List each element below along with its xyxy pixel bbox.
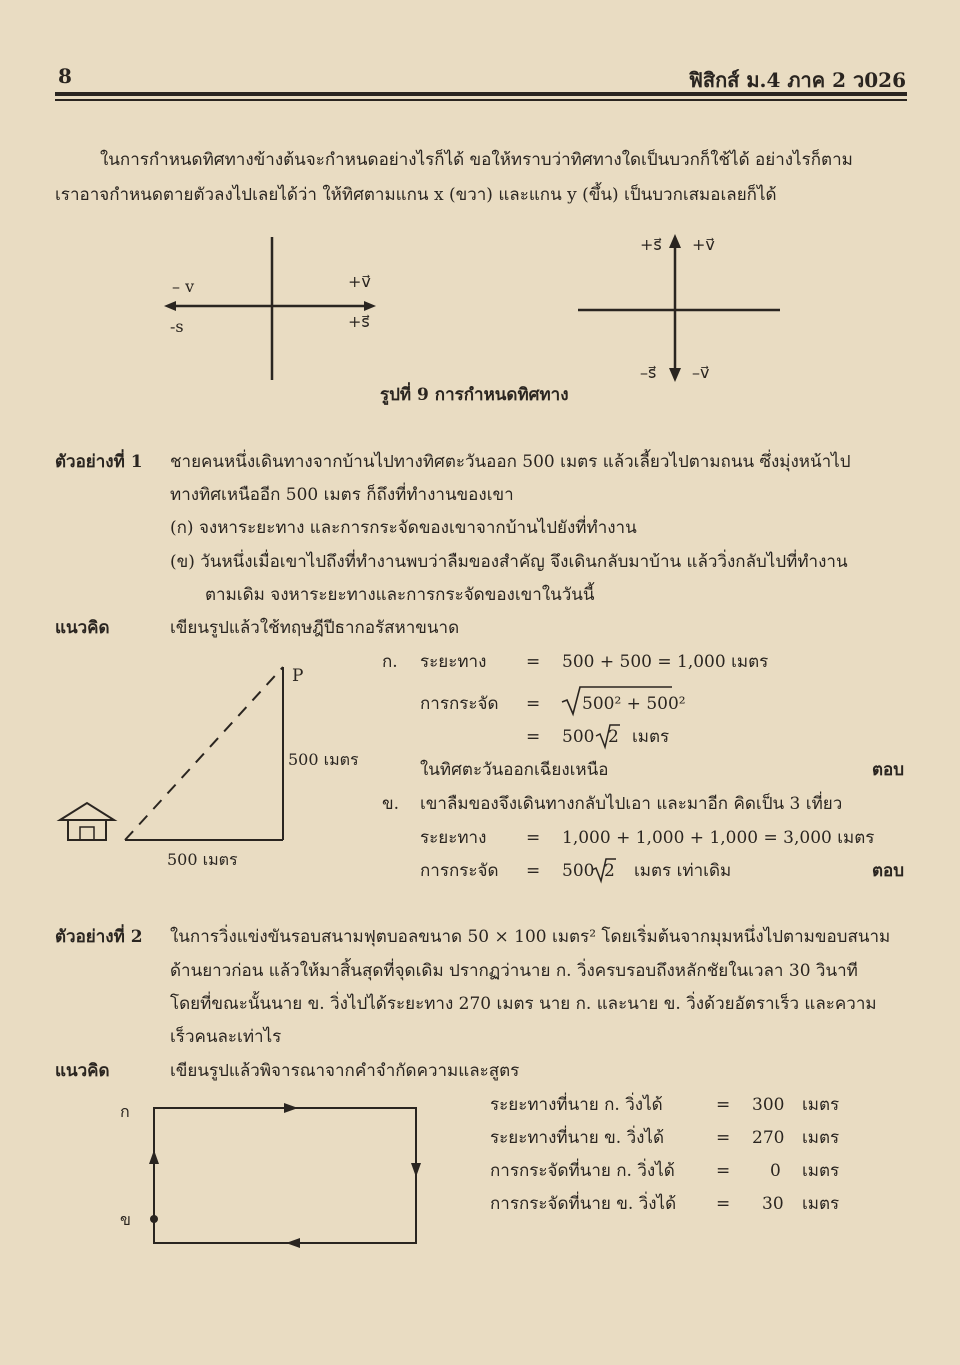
example1-line-1: ชายคนหนึ่งเดินทางจากบ้านไปทางทิศตะวันออก 500 เมตร แล้วเลี้ยวไปตามถนน ซึ่งมุ่งหน้าไป [170,452,851,472]
solution-b-marker: ข. [382,794,400,814]
example1-line-2: ทางทิศเหนืออีก 500 เมตร ก็ถึงที่ทำงานของเขา [170,485,514,505]
result-eq: = [716,1161,731,1181]
point-p-label: P [292,666,304,686]
b-displacement-tail: เมตร เท่าเดิม [634,861,732,881]
b-distance-value: 1,000 + 1,000 + 1,000 = 3,000 เมตร [562,828,875,848]
solution-a-marker: ก. [382,652,398,672]
figure9-right-axes [570,228,790,388]
intro-line-1: ในการกำหนดทิศทางข้างต้นจะกำหนดอย่างไรก็ได้ ขอให้ทราบว่าทิศทางใดเป็นบวกก็ใช้ได้ อย่างไรก็ตาม [100,150,853,170]
example1-part-b-1: (ข) วันหนึ่งเมื่อเขาไปถึงที่ทำงานพบว่าลืมของสำคัญ จึงเดินกลับมาบ้าน แล้ววิ่งกลับไปที่ทำงาน [170,552,848,572]
distance-value: 500 + 500 = 1,000 เมตร [562,652,769,672]
pos-s-label: +s⃗ [348,312,370,331]
example2-line-3: โดยที่ขณะนั้นนาย ข. วิ่งไปได้ระยะทาง 270 เมตร นาย ก. และนาย ข. วิ่งด้วยอัตราเร็ว และความ [170,994,877,1014]
result-value: 270 [752,1128,785,1148]
neg-s-label: -s [170,317,184,336]
result-label: การกระจัดที่นาย ข. วิ่งได้ [490,1194,677,1214]
displacement-unit: เมตร [632,727,670,747]
pos-v-label: +v⃗ [692,235,715,254]
header-rule [55,92,907,96]
point-ko-label: ก [120,1102,130,1121]
example2-approach-label: แนวคิด [55,1061,110,1081]
displacement-value-number: 500 [562,727,595,747]
result-value: 30 [762,1194,784,1214]
result-label: ระยะทางที่นาย ข. วิ่งได้ [490,1128,665,1148]
displacement-sqrt-expression: 500² + 500² [582,694,686,714]
pos-s-label: +s⃗ [640,235,662,254]
horizontal-length-label: 500 เมตร [167,850,238,869]
result-value: 300 [752,1095,785,1115]
solution-b-text: เขาลืมของจึงเดินทางกลับไปเอา และมาอีก คิดเป็น 3 เที่ยว [420,794,843,814]
answer-b: ตอบ [872,861,905,881]
vertical-length-label: 500 เมตร [288,750,359,769]
result-label: ระยะทางที่นาย ก. วิ่งได้ [490,1095,663,1115]
distance-label: ระยะทาง [420,652,487,672]
example2-line-4: เร็วคนละเท่าไร [170,1027,282,1047]
result-unit: เมตร [802,1194,840,1214]
figure9-caption: รูปที่ 9 การกำหนดทิศทาง [380,385,569,405]
equals-sign: = [526,652,541,672]
displacement-value-root: 2 [608,727,619,747]
result-label: การกระจัดที่นาย ก. วิ่งได้ [490,1161,675,1181]
equals-sign: = [526,828,541,848]
example1-part-b-2: ตามเดิม จงหาระยะทางและการกระจัดของเขาในวันนี้ [205,585,595,605]
equals-sign: = [526,861,541,881]
result-unit: เมตร [802,1161,840,1181]
example1-approach-text: เขียนรูปแล้วใช้ทฤษฎีปีธากอรัสหาขนาด [170,618,460,638]
result-eq: = [716,1194,731,1214]
neg-s-label: –s⃗ [640,363,657,382]
example1-label: ตัวอย่างที่ 1 [55,452,143,472]
point-kho-label: ข [120,1210,131,1229]
equals-sign: = [526,727,541,747]
pos-v-label: +v⃗ [348,272,371,291]
b-distance-label: ระยะทาง [420,828,487,848]
example1-part-a: (ก) จงหาระยะทาง และการกระจัดของเขาจากบ้านไปยังที่ทำงาน [170,518,637,538]
answer-a: ตอบ [872,760,905,780]
page-title: ฟิสิกส์ ม.4 ภาค 2 ว026 [688,68,906,92]
example2-field-diagram [110,1095,440,1255]
neg-v-label: – v [172,277,195,296]
displacement-label: การกระจัด [420,694,499,714]
example1-approach-label: แนวคิด [55,618,110,638]
header-rule-thin [55,99,907,101]
result-unit: เมตร [802,1128,840,1148]
b-displacement-label: การกระจัด [420,861,499,881]
result-value: 0 [770,1161,781,1181]
example2-approach-text: เขียนรูปแล้วพิจารณาจากคำจำกัดความและสูตร [170,1061,520,1081]
direction-text: ในทิศตะวันออกเฉียงเหนือ [420,760,609,780]
page-number: 8 [58,64,72,88]
example2-label: ตัวอย่างที่ 2 [55,927,143,947]
b-displacement-root: 2 [604,861,615,881]
example2-line-1: ในการวิ่งแข่งขันรอบสนามฟุตบอลขนาด 50 × 100 เมตร² โดยเริ่มต้นจากมุมหนึ่งไปตามขอบสนาม [170,927,891,947]
figure9-left-axes [150,232,400,387]
equals-sign: = [526,694,541,714]
intro-line-2: เราอาจกำหนดตายตัวลงไปเลยได้ว่า ให้ทิศตามแกน x (ขวา) และแกน y (ขึ้น) เป็นบวกเสมอเลยก็ได้ [55,185,777,205]
neg-v-label: –v⃗ [692,363,710,382]
b-displacement-number: 500 [562,861,595,881]
example2-line-2: ด้านยาวก่อน แล้วให้มาสิ้นสุดที่จุดเดิม ปรากฏว่านาย ก. วิ่งครบรอบถึงหลักชัยในเวลา 30 วินาที [170,961,858,981]
result-unit: เมตร [802,1095,840,1115]
result-eq: = [716,1095,731,1115]
example1-diagram [55,655,375,875]
result-eq: = [716,1128,731,1148]
